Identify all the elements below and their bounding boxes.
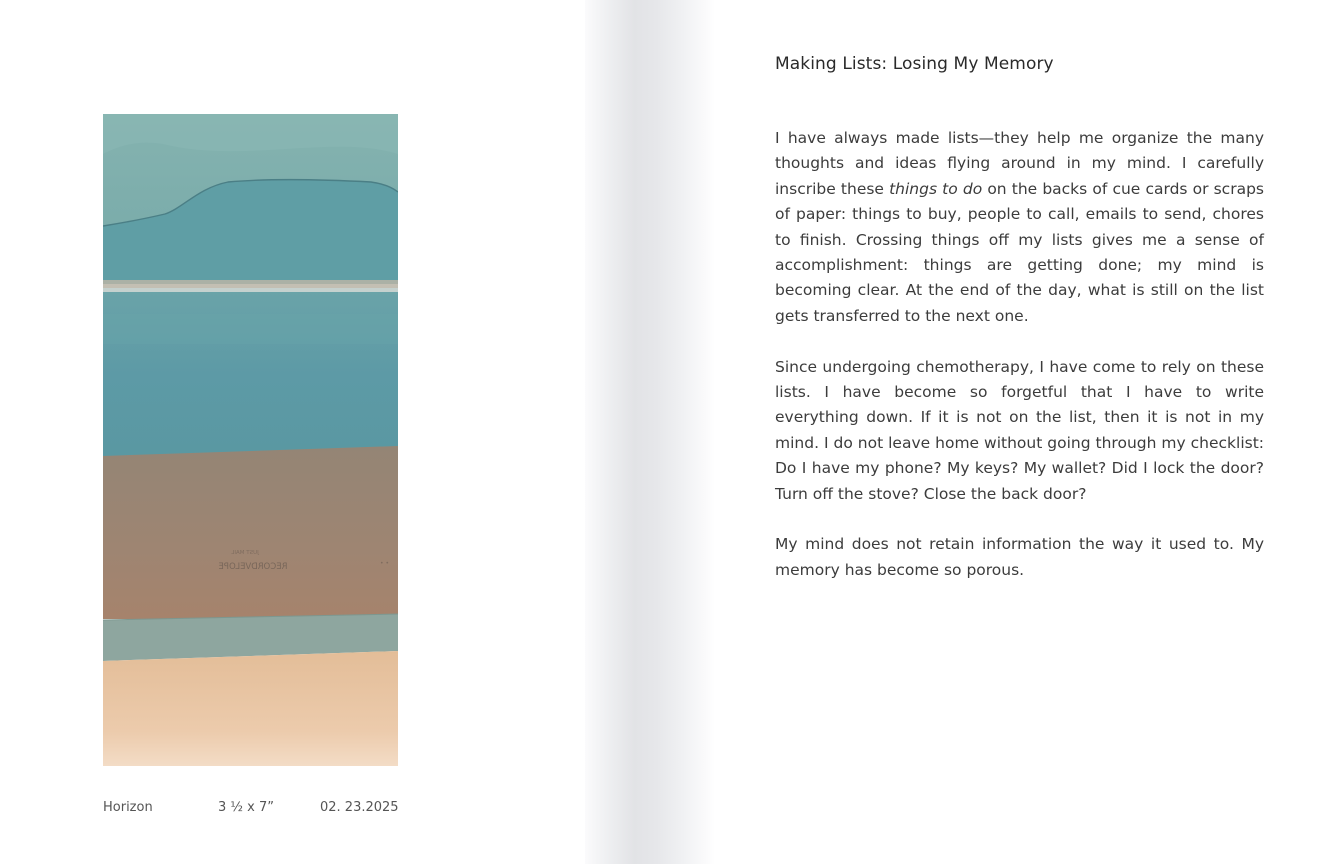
book-gutter-shadow bbox=[585, 0, 715, 864]
essay-body bbox=[775, 126, 1264, 609]
artwork-dimensions: 3 ½ x 7” bbox=[218, 800, 274, 815]
mirrored-stamp-text: RECORDVELOPE bbox=[218, 562, 288, 572]
horizon-line bbox=[103, 280, 398, 288]
svg-text:• •: • • bbox=[380, 560, 389, 567]
svg-text:JUST MAIL: JUST MAIL bbox=[231, 550, 259, 556]
paragraph-2: Since undergoing chemotherapy, I have come to rely on these lists. I have become so forgetful that I have to write everything down. If it is not on the list, then it is not in my mind. I do not leave home without going through my checklist: Do I have my phone? My keys? My wallet? Did I lock the door? Turn off the stove? Close the back door? bbox=[775, 357, 1264, 503]
left-page bbox=[0, 0, 585, 864]
essay-title: Making Lists: Losing My Memory bbox=[775, 54, 1054, 74]
artwork-date: 02. 23.2025 bbox=[320, 800, 399, 815]
artwork-title: Horizon bbox=[103, 800, 153, 815]
earth-band bbox=[103, 446, 398, 619]
paragraph-1: I have always made lists—they help me organize the many thoughts and ideas flying around in my mind. I carefully inscribe these things to do on the backs of cue cards or scraps of paper: things to buy, people to call, emails to send, chores to finish. Crossing things off my lists gives me a sense of accomplishment: things are getting done; my mind is becoming clear. At the end of the day, what is still on the list gets transferred to the next one. bbox=[775, 129, 1264, 325]
italic-phrase: things to do bbox=[889, 179, 983, 198]
sand-region bbox=[103, 651, 398, 766]
artwork-horizon-image bbox=[103, 114, 398, 766]
paragraph-3: My mind does not retain information the way it used to. My memory has become so porous. bbox=[775, 535, 1264, 579]
